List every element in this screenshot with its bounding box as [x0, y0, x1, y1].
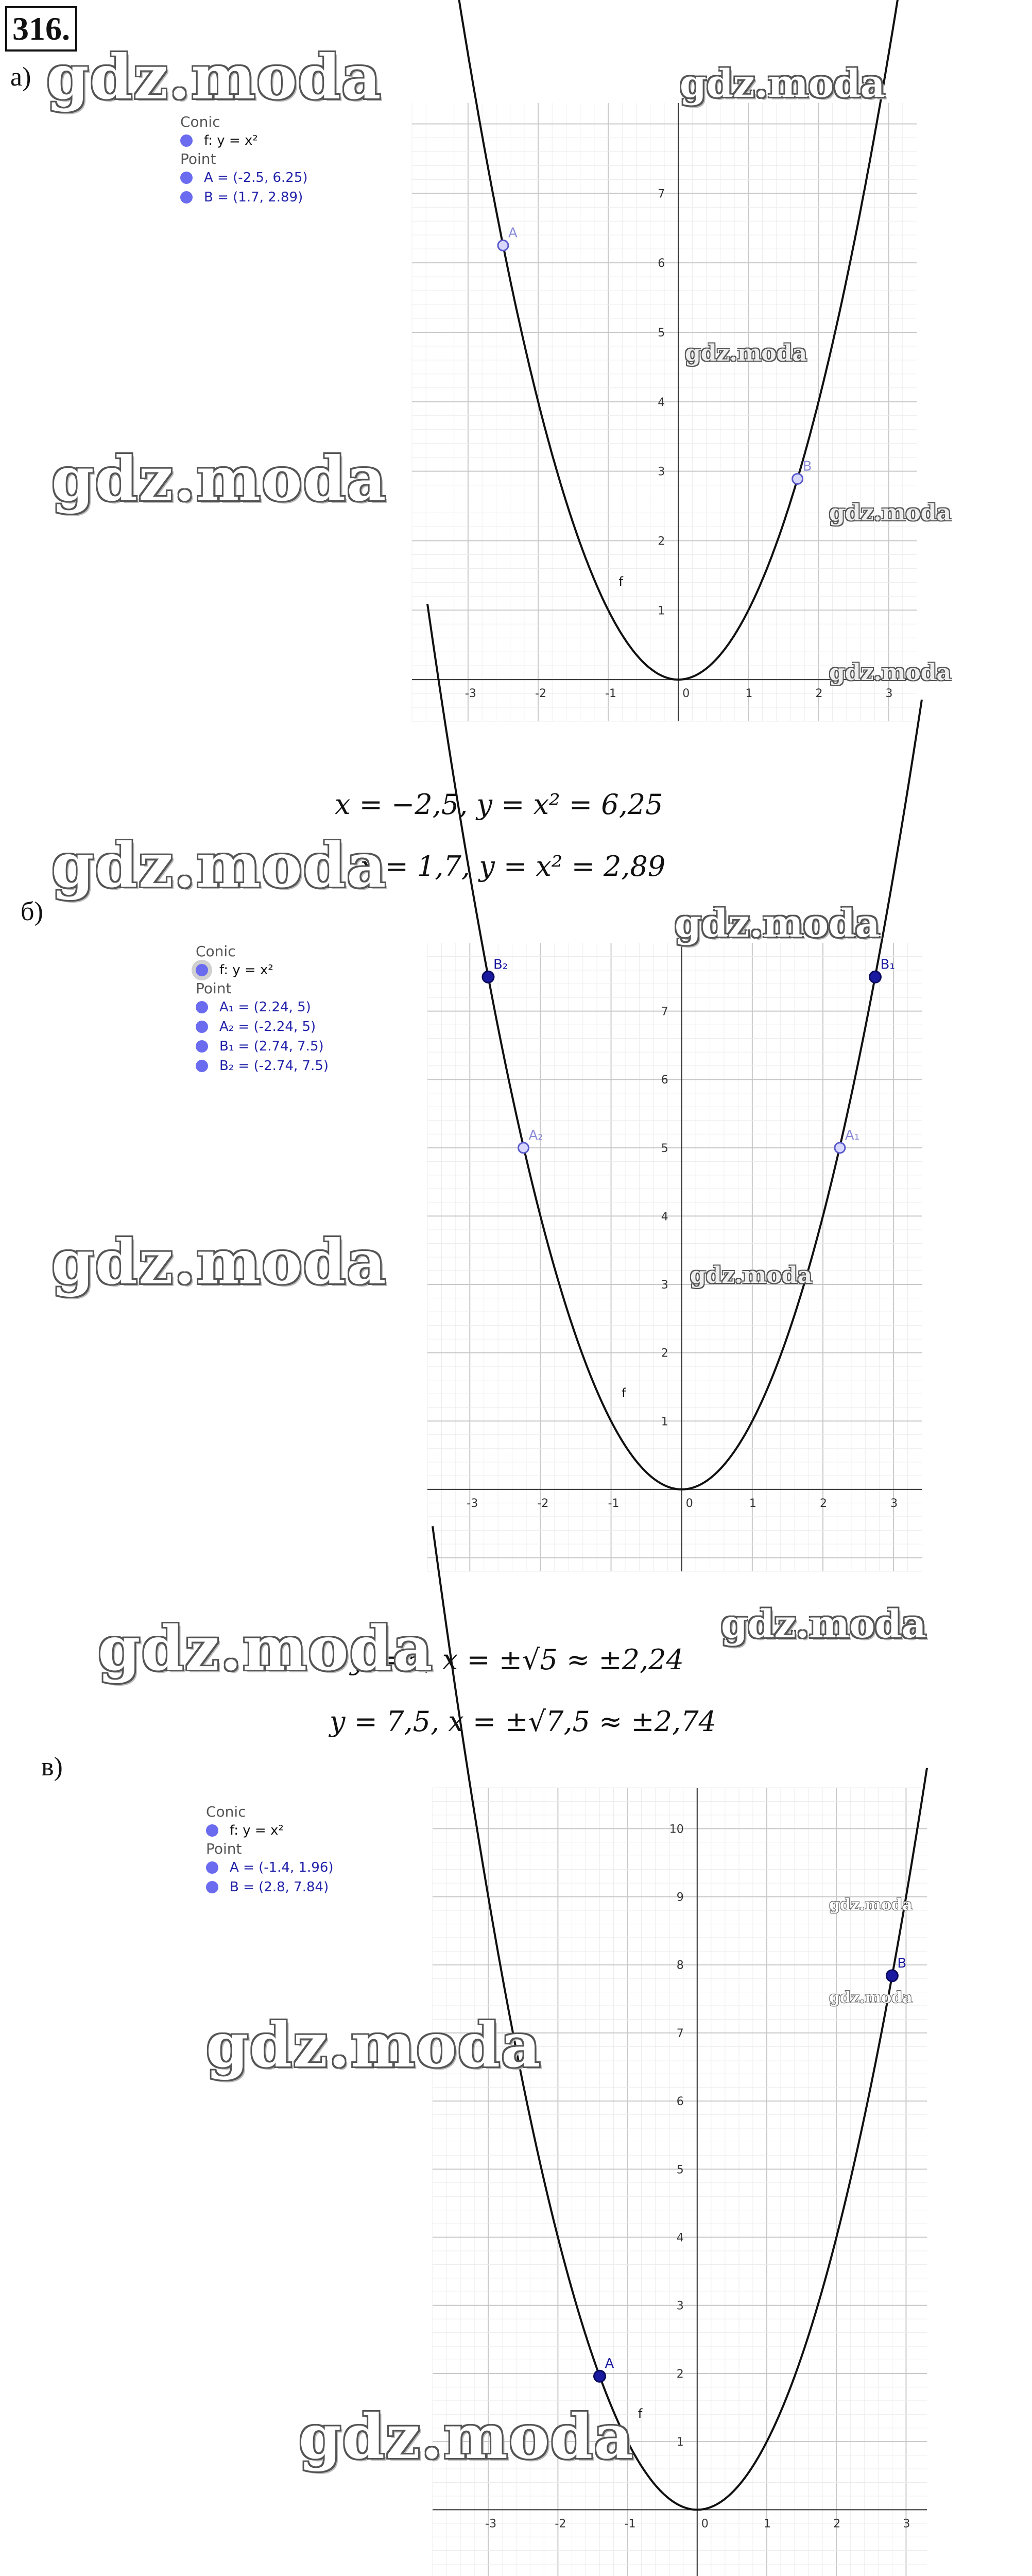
problem-number: 316.: [5, 6, 77, 52]
y-tick-label: 1: [676, 2436, 684, 2449]
watermark: gdz.moda: [685, 340, 807, 366]
point-header: Point: [180, 150, 216, 167]
point-marker: [594, 2370, 606, 2382]
point-item[interactable]: A₂ = (-2.24, 5): [196, 1017, 329, 1037]
visibility-dot-icon[interactable]: [196, 964, 208, 976]
x-tick-label: 1: [764, 2517, 771, 2531]
point-item[interactable]: B₂ = (-2.74, 7.5): [196, 1056, 329, 1076]
curve-label: f: [622, 1385, 626, 1400]
watermark: gdz.moda: [46, 41, 382, 113]
equation-line: y = 7,5, x = ±√7,5 ≈ ±2,74: [330, 1705, 716, 1738]
x-tick-label: -1: [605, 687, 617, 701]
conic-header: Conic: [180, 113, 220, 130]
y-tick-label: 3: [661, 1279, 668, 1292]
watermark: gdz.moda: [98, 1613, 434, 1684]
y-tick-label: 1: [658, 604, 665, 618]
visibility-dot-icon[interactable]: [196, 1060, 208, 1072]
watermark: gdz.moda: [51, 829, 387, 901]
point-marker: [793, 473, 803, 484]
x-tick-label: -3: [467, 1497, 478, 1510]
point-label: B: [802, 459, 812, 474]
x-tick-label: 3: [885, 687, 893, 701]
y-tick-label: 7: [676, 2027, 684, 2040]
parabola-curve: [427, 604, 922, 1489]
y-tick-label: 2: [676, 2367, 684, 2381]
y-tick-label: 5: [676, 2163, 684, 2177]
y-tick-label: 3: [658, 465, 665, 479]
visibility-dot-icon[interactable]: [206, 1824, 218, 1837]
visibility-dot-icon[interactable]: [196, 1021, 208, 1033]
watermark: gdz.moda: [206, 2009, 542, 2081]
x-tick-label: 3: [890, 1497, 898, 1510]
point-marker: [835, 1143, 845, 1153]
x-tick-label: 0: [701, 2517, 709, 2531]
part-label-b: б): [21, 897, 43, 926]
y-tick-label: 2: [658, 535, 665, 548]
point-marker: [869, 971, 881, 982]
visibility-dot-icon[interactable]: [196, 1001, 208, 1013]
point-item[interactable]: A = (-2.5, 6.25): [180, 168, 308, 188]
x-tick-label: -2: [535, 687, 546, 701]
watermark: gdz.moda: [721, 1602, 926, 1647]
x-tick-label: -3: [465, 687, 476, 701]
point-label: A₂: [528, 1127, 543, 1143]
conic-item[interactable]: f: y = x²: [180, 131, 308, 150]
watermark: gdz.moda: [690, 1262, 813, 1289]
graph-a[interactable]: [412, 103, 917, 721]
x-tick-label: -1: [624, 2517, 636, 2531]
y-tick-label: 4: [676, 2231, 684, 2245]
visibility-dot-icon[interactable]: [180, 134, 193, 147]
watermark: gdz.moda: [299, 2401, 634, 2472]
graph-b[interactable]: [427, 943, 922, 1571]
y-tick-label: 10: [669, 1823, 684, 1836]
equation-line: x = 1,7, y = x² = 2,89: [360, 850, 666, 883]
y-tick-label: 5: [658, 326, 665, 340]
y-tick-label: 6: [661, 1074, 668, 1087]
algebra-panel-a: [170, 113, 308, 207]
point-marker: [886, 1970, 898, 1981]
point-marker: [483, 971, 494, 982]
y-tick-label: 5: [661, 1142, 668, 1155]
curve-label: f: [618, 574, 623, 589]
point-item[interactable]: A = (-1.4, 1.96): [206, 1858, 334, 1877]
x-tick-label: -2: [537, 1497, 549, 1510]
point-label: A: [605, 2356, 614, 2372]
conic-item[interactable]: f: y = x²: [206, 1821, 334, 1840]
point-header: Point: [206, 1840, 242, 1857]
y-tick-label: 7: [661, 1005, 668, 1019]
equation-line: x = −2,5, y = x² = 6,25: [335, 788, 663, 821]
y-tick-label: 6: [658, 257, 665, 270]
x-tick-label: 1: [745, 687, 753, 701]
watermark: gdz.moda: [675, 902, 880, 946]
x-tick-label: -1: [608, 1497, 620, 1510]
y-tick-label: 4: [658, 396, 665, 409]
grid: [433, 1788, 927, 2576]
watermark: gdz.moda: [829, 500, 952, 526]
y-tick-label: 4: [661, 1210, 668, 1224]
watermark: gdz.moda: [51, 1226, 387, 1298]
point-item[interactable]: B = (1.7, 2.89): [180, 188, 308, 207]
conic-header: Conic: [196, 943, 236, 960]
y-tick-label: 9: [676, 1891, 684, 1904]
curve-label: f: [638, 2406, 643, 2421]
x-tick-label: 2: [820, 1497, 827, 1510]
y-tick-label: 3: [676, 2299, 684, 2313]
point-marker: [498, 240, 508, 250]
x-tick-label: 3: [903, 2517, 910, 2531]
point-label: B: [897, 1955, 907, 1971]
conic-item[interactable]: f: y = x²: [196, 960, 329, 980]
point-item[interactable]: B = (2.8, 7.84): [206, 1877, 334, 1897]
y-tick-label: 1: [661, 1415, 668, 1429]
y-tick-label: 2: [661, 1347, 668, 1360]
y-tick-label: 6: [676, 2095, 684, 2109]
point-header: Point: [196, 980, 232, 997]
y-tick-label: 8: [676, 1959, 684, 1972]
point-label: B₂: [493, 957, 508, 973]
point-item[interactable]: A₁ = (2.24, 5): [196, 997, 329, 1017]
point-item[interactable]: B₁ = (2.74, 7.5): [196, 1037, 329, 1056]
visibility-dot-icon[interactable]: [206, 1861, 218, 1874]
x-tick-label: -3: [485, 2517, 497, 2531]
visibility-dot-icon[interactable]: [180, 172, 193, 184]
point-marker: [519, 1143, 529, 1153]
visibility-dot-icon[interactable]: [196, 1040, 208, 1053]
algebra-panel-c: [196, 1803, 334, 1897]
visibility-dot-icon[interactable]: [206, 1881, 218, 1893]
part-label-c: в): [41, 1752, 63, 1782]
grid: [427, 943, 922, 1571]
watermark: gdz.moda: [829, 1989, 913, 2007]
conic-header: Conic: [206, 1803, 246, 1820]
part-label-a: а): [10, 62, 31, 92]
x-tick-label: 1: [749, 1497, 756, 1510]
visibility-dot-icon[interactable]: [180, 191, 193, 204]
x-tick-label: 2: [815, 687, 823, 701]
algebra-panel-b: [185, 943, 329, 1076]
watermark: gdz.moda: [829, 659, 952, 686]
watermark: gdz.moda: [829, 1896, 913, 1914]
point-label: A₁: [845, 1127, 860, 1143]
graph-c[interactable]: [433, 1788, 927, 2576]
x-tick-label: 0: [685, 1497, 693, 1510]
x-tick-label: 2: [833, 2517, 841, 2531]
equation-line: y = 5, x = ±√5 ≈ ±2,24: [350, 1643, 684, 1676]
x-tick-label: -2: [555, 2517, 566, 2531]
x-tick-label: 0: [682, 687, 690, 701]
y-tick-label: 7: [658, 188, 665, 201]
watermark: gdz.moda: [51, 443, 387, 515]
point-label: B₁: [880, 957, 895, 973]
point-label: A: [508, 225, 518, 241]
watermark: gdz.moda: [680, 62, 885, 106]
